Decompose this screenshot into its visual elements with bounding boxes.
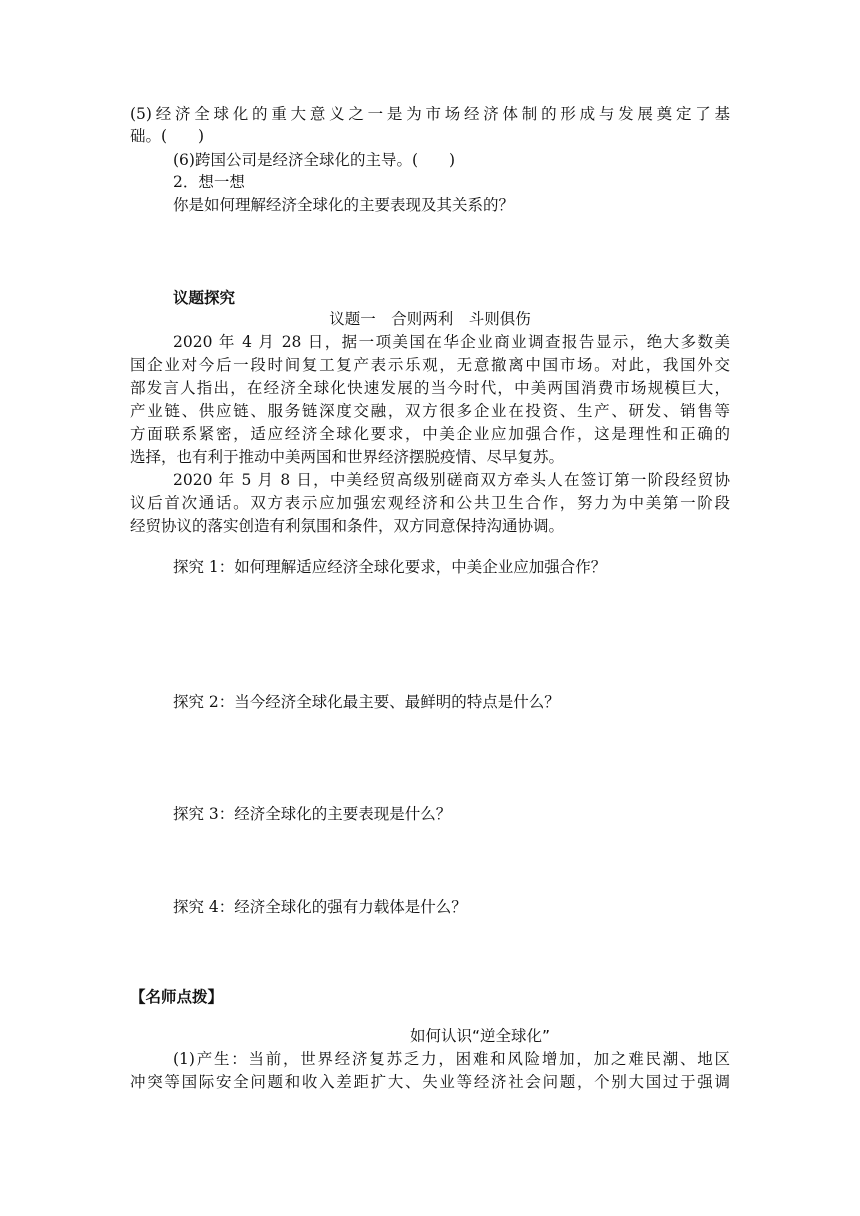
inquiry-question-3: 探究 3：经济全球化的主要表现是什么？ [173,805,452,823]
section-heading-inquiry: 议题探究 [173,289,236,307]
para1-line-4: 产业链、供应链、服务链深度交融，双方很多企业在投资、生产、研发、销售等 [130,402,730,420]
tips-para-line-2: 冲突等国际安全问题和收入差距扩大、失业等经济社会问题，个别大国过于强调 [130,1073,730,1091]
para2-line-2: 议后首次通话。双方表示应加强宏观经济和公共卫生合作，努力为中美第一阶段 [130,494,730,512]
item-5-line-2: 础。( ) [130,127,205,145]
think-heading: 2．想一想 [173,173,245,191]
tips-subtitle: 如何认识“逆全球化” [409,1027,551,1045]
para1-line-1: 2020 年 4 月 28 日，据一项美国在华企业商业调查报告显示，绝大多数美 [173,333,730,351]
topic-title: 议题一 合则两利 斗则俱伤 [329,310,531,328]
think-question: 你是如何理解经济全球化的主要表现及其关系的？ [173,196,515,214]
para2-line-3: 经贸协议的落实创造有利氛围和条件，双方同意保持沟通协调。 [130,517,565,535]
inquiry-question-1: 探究 1：如何理解适应经济全球化要求，中美企业应加强合作？ [173,558,607,576]
tips-para-line-1: (1)产生：当前，世界经济复苏乏力，困难和风险增加，加之难民潮、地区 [173,1050,730,1068]
inquiry-question-4: 探究 4：经济全球化的强有力载体是什么？ [173,898,467,916]
inquiry-question-2: 探究 2：当今经济全球化最主要、最鲜明的特点是什么？ [173,693,560,711]
item-6: (6)跨国公司是经济全球化的主导。( ) [173,151,456,169]
para1-line-6: 选择，也有利于推动中美两国和世界经济摆脱疫情、尽早复苏。 [130,448,565,466]
para1-line-2: 国企业对今后一段时间复工复产表示乐观，无意撤离中国市场。对此，我国外交 [130,356,730,374]
tips-heading: 【名师点拨】 [130,988,224,1006]
para2-line-1: 2020 年 5 月 8 日，中美经贸高级别磋商双方牵头人在签订第一阶段经贸协 [173,471,730,489]
para1-line-3: 部发言人指出，在经济全球化快速发展的当今时代，中美两国消费市场规模巨大， [130,379,730,397]
item-5-line-1: (5)经济全球化的重大意义之一是为市场经济体制的形成与发展奠定了基 [130,105,730,123]
para1-line-5: 方面联系紧密，适应经济全球化要求，中美企业应加强合作，这是理性和正确的 [130,425,730,443]
